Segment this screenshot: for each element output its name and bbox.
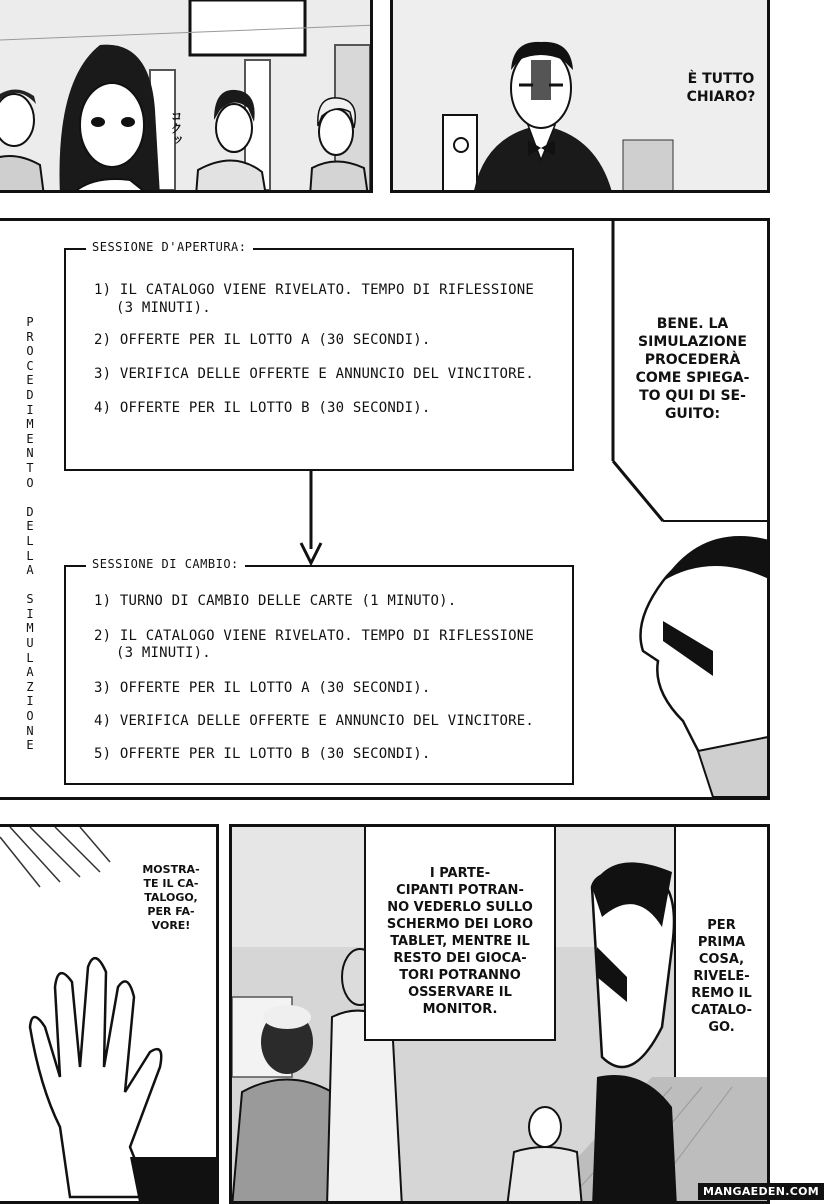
exchange-session-box	[64, 557, 574, 785]
vertical-letter: D	[26, 387, 34, 402]
panel-top-right	[390, 0, 770, 193]
panel-bottom-right	[229, 824, 770, 1204]
bubble-line: GUITO:	[664, 406, 721, 422]
vertical-letter: D	[26, 504, 34, 519]
vertical-letter: E	[26, 373, 34, 388]
bubble-line: CHIARO?	[686, 89, 756, 105]
vertical-letter: L	[26, 533, 34, 548]
exchange-step-2: 2) IL CATALOGO VIENE RIVELATO. TEMPO DI RIFLESSIONE	[94, 628, 535, 644]
speech-bubble-top-right	[676, 70, 766, 106]
vertical-letter: N	[26, 723, 34, 738]
vertical-letter: O	[26, 475, 34, 490]
sfx-text: コクッ	[169, 110, 183, 146]
bubble-line: TALOGO,	[144, 891, 198, 904]
opening-step-1: 1) IL CATALOGO VIENE RIVELATO. TEMPO DI RIFLESSIONE	[94, 282, 535, 298]
exchange-session-title: SESSIONE DI CAMBIO:	[86, 557, 245, 571]
opening-step-1-cont: (3 MINUTI).	[116, 300, 211, 316]
vertical-gap	[18, 578, 42, 593]
bubble-line: VORE!	[151, 919, 191, 932]
bubble-line: SCHERMO DEI LORO	[386, 917, 534, 932]
vertical-letter: R	[26, 329, 34, 344]
vertical-letter: Z	[26, 679, 34, 694]
vertical-label-procedure	[18, 315, 42, 753]
vertical-letter: A	[26, 665, 34, 680]
vertical-letter: O	[26, 344, 34, 359]
bubble-line: TE IL CA-	[143, 877, 199, 890]
speech-bubble-bottom-middle	[364, 827, 556, 1041]
bubble-line: COME SPIEGA-	[635, 370, 750, 386]
exchange-step-3: 3) OFFERTE PER IL LOTTO A (30 SECONDI).	[94, 680, 431, 696]
bubble-line: OSSERVARE IL	[408, 985, 512, 1000]
bubble-line: COSA,	[698, 952, 745, 967]
opening-step-3: 3) VERIFICA DELLE OFFERTE E ANNUNCIO DEL VINCITORE.	[94, 366, 535, 382]
vertical-letter: M	[26, 621, 34, 636]
vertical-letter: E	[26, 431, 34, 446]
vertical-letter: U	[26, 636, 34, 651]
vertical-letter: I	[26, 606, 34, 621]
vertical-letter: M	[26, 417, 34, 432]
exchange-step-4: 4) VERIFICA DELLE OFFERTE E ANNUNCIO DEL VINCITORE.	[94, 713, 535, 729]
exchange-step-1: 1) TURNO DI CAMBIO DELLE CARTE (1 MINUTO).	[94, 593, 457, 609]
vertical-letter: C	[26, 358, 34, 373]
vertical-letter: I	[26, 402, 34, 417]
panel-bottom-left	[0, 824, 219, 1204]
vertical-letter: O	[26, 709, 34, 724]
vertical-letter: P	[26, 315, 34, 329]
vertical-gap	[18, 490, 42, 505]
bubble-line: NO VEDERLO SULLO	[387, 900, 533, 915]
speech-bubble-bottom-left	[128, 857, 214, 939]
bubble-line: I PARTE-	[429, 866, 491, 881]
vertical-letter: E	[26, 519, 34, 534]
bubble-line: È TUTTO	[687, 71, 755, 87]
speech-bubble-bottom-right	[674, 827, 767, 1077]
bubble-line: PROCEDERÀ	[644, 352, 741, 368]
opening-step-2: 2) OFFERTE PER IL LOTTO A (30 SECONDI).	[94, 332, 431, 348]
vertical-letter: A	[26, 563, 34, 578]
site-watermark: MANGAEDEN.COM	[698, 1183, 824, 1200]
speech-bubble-middle	[620, 315, 765, 423]
vertical-letter: I	[26, 694, 34, 709]
vertical-letter: S	[26, 592, 34, 607]
bubble-line: PER FA-	[147, 905, 195, 918]
bubble-line: REMO IL	[691, 986, 752, 1001]
bubble-line: MOSTRA-	[142, 863, 200, 876]
scene-host-closeup	[603, 221, 770, 797]
exchange-step-2-cont: (3 MINUTI).	[116, 645, 211, 661]
bubble-line: SIMULAZIONE	[638, 334, 747, 350]
vertical-letter: N	[26, 446, 34, 461]
vertical-letter: E	[26, 738, 34, 753]
bubble-line: CIPANTI POTRAN-	[396, 883, 524, 898]
bubble-line: MONITOR.	[422, 1002, 498, 1017]
opening-session-title: SESSIONE D'APERTURA:	[86, 240, 253, 254]
vertical-letter: T	[26, 460, 34, 475]
panel-middle-procedure	[0, 218, 770, 800]
bubble-line: TORI POTRANNO	[399, 968, 521, 983]
panel-top-left	[0, 0, 373, 193]
flow-arrow-down	[296, 471, 326, 566]
bubble-line: GO.	[708, 1020, 735, 1035]
bubble-line: CATALO-	[690, 1003, 753, 1018]
opening-session-box	[64, 240, 574, 471]
opening-step-4: 4) OFFERTE PER IL LOTTO B (30 SECONDI).	[94, 400, 431, 416]
exchange-step-5: 5) OFFERTE PER IL LOTTO B (30 SECONDI).	[94, 746, 431, 762]
bubble-line: TABLET, MENTRE IL	[390, 934, 530, 949]
scene-classroom-characters	[0, 0, 373, 193]
bubble-line: RIVELE-	[693, 969, 750, 984]
bubble-line: TO QUI DI SE-	[639, 388, 746, 404]
vertical-letter: L	[26, 650, 34, 665]
vertical-letter: L	[26, 548, 34, 563]
bubble-line: RESTO DEI GIOCA-	[393, 951, 527, 966]
bubble-line: PER	[707, 918, 736, 933]
bubble-line: BENE. LA	[656, 316, 729, 332]
bubble-line: PRIMA	[697, 935, 746, 950]
